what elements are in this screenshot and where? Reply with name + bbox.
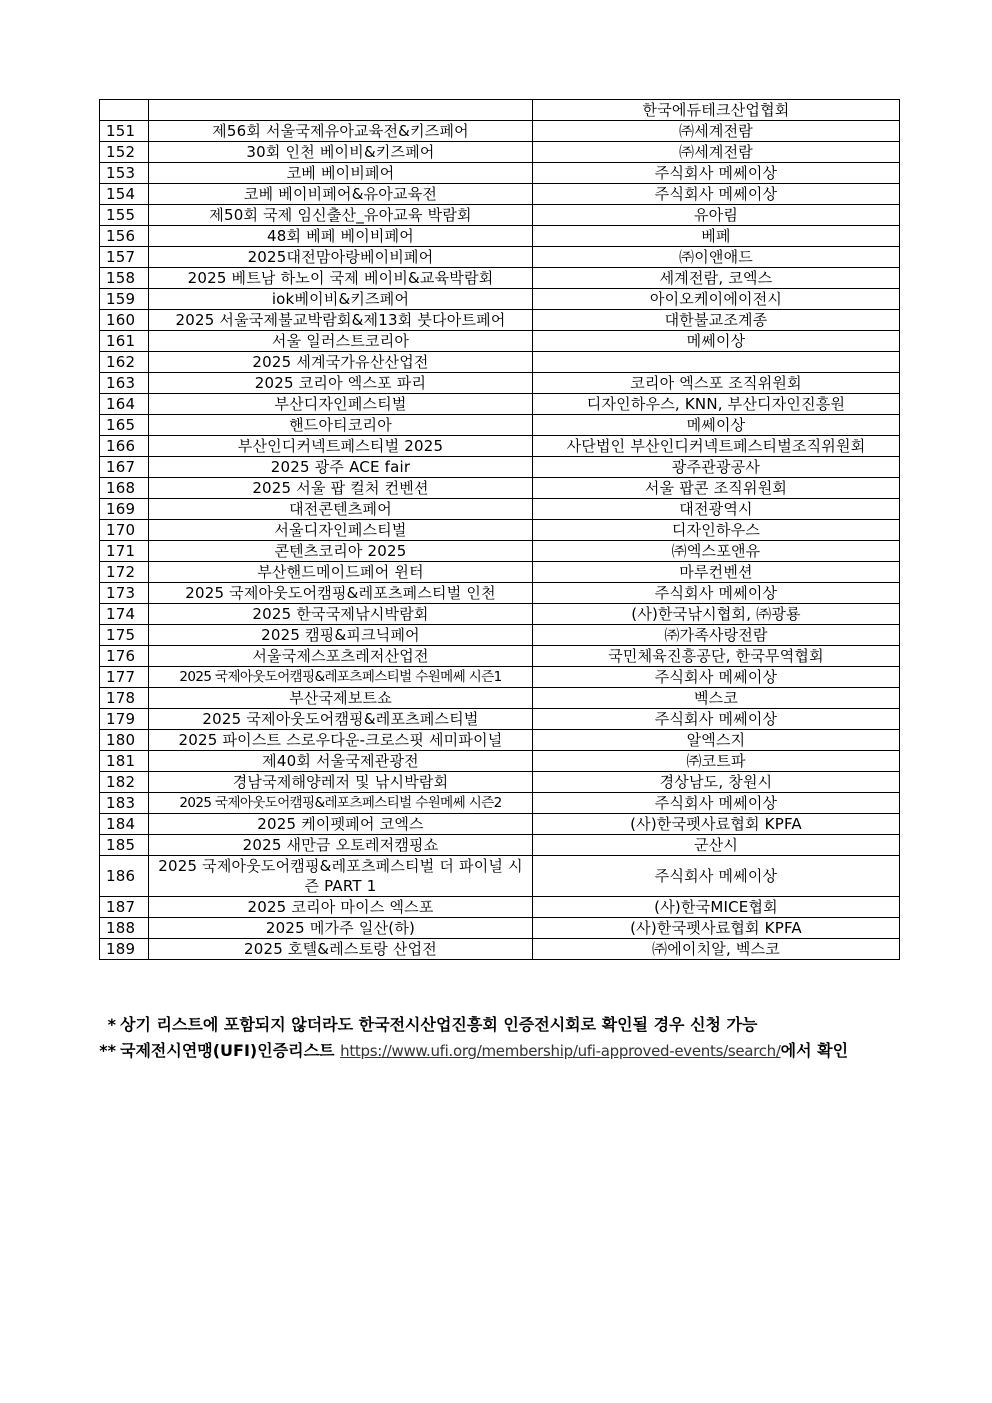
exhibition-name-cell: 2025 파이스트 스로우다운-크로스핏 세미파이널 xyxy=(149,730,533,751)
organizer-cell: 대전광역시 xyxy=(533,499,900,520)
table-row xyxy=(100,583,900,604)
organizer-cell: (사)한국펫사료협회 KPFA xyxy=(533,918,900,939)
table-row xyxy=(100,856,900,897)
row-number-cell: 189 xyxy=(100,939,149,960)
table-row xyxy=(100,918,900,939)
ufi-link[interactable]: https://www.ufi.org/membership/ufi-approved-events/search/ xyxy=(340,1042,781,1060)
organizer-cell: 서울 팝콘 조직위원회 xyxy=(533,478,900,499)
row-number-cell: 159 xyxy=(100,289,149,310)
row-number-cell: 161 xyxy=(100,331,149,352)
exhibition-name-cell: 48회 베페 베이비페어 xyxy=(149,226,533,247)
exhibition-name-cell: 2025 국제아웃도어캠핑&레포츠페스티벌 더 파이널 시즌 PART 1 xyxy=(149,856,533,897)
footnote-2-prefix: 국제전시연맹(UFI)인증리스트 xyxy=(120,1041,335,1060)
row-number-cell: 171 xyxy=(100,541,149,562)
exhibition-name-cell: 2025 메가주 일산(하) xyxy=(149,918,533,939)
organizer-cell: 메쎄이상 xyxy=(533,415,900,436)
footnotes xyxy=(90,1012,910,1064)
organizer-cell: 주식회사 메쎄이상 xyxy=(533,163,900,184)
row-number-cell: 186 xyxy=(100,856,149,897)
table-row xyxy=(100,772,900,793)
organizer-cell: 주식회사 메쎄이상 xyxy=(533,793,900,814)
organizer-cell: 경상남도, 창원시 xyxy=(533,772,900,793)
row-number-cell: 155 xyxy=(100,205,149,226)
exhibition-name-cell: 2025 한국국제낚시박람회 xyxy=(149,604,533,625)
row-number-cell: 167 xyxy=(100,457,149,478)
exhibition-name-cell: 서울국제스포츠레저산업전 xyxy=(149,646,533,667)
organizer-cell: 디자인하우스, KNN, 부산디자인진흥원 xyxy=(533,394,900,415)
exhibition-name-cell: 2025 서울국제불교박람회&제13회 붓다아트페어 xyxy=(149,310,533,331)
footnote-1-text: 상기 리스트에 포함되지 않더라도 한국전시산업진흥회 인증전시회로 확인될 경우 신청 가능 xyxy=(120,1015,758,1034)
organizer-cell: 사단법인 부산인디커넥트페스티벌조직위원회 xyxy=(533,436,900,457)
row-number-cell: 188 xyxy=(100,918,149,939)
table-row xyxy=(100,604,900,625)
row-number-cell: 168 xyxy=(100,478,149,499)
organizer-cell: 마루컨벤션 xyxy=(533,562,900,583)
exhibition-name-cell: 2025 코리아 마이스 엑스포 xyxy=(149,897,533,918)
row-number-cell: 170 xyxy=(100,520,149,541)
exhibition-name-cell: 제56회 서울국제유아교육전&키즈페어 xyxy=(149,121,533,142)
table-row xyxy=(100,268,900,289)
table-row xyxy=(100,939,900,960)
row-number-cell: 178 xyxy=(100,688,149,709)
exhibition-name-cell: 서울디자인페스티벌 xyxy=(149,520,533,541)
row-number-cell: 180 xyxy=(100,730,149,751)
row-number-cell: 163 xyxy=(100,373,149,394)
table-row xyxy=(100,646,900,667)
exhibition-name-cell: 코베 베이비페어&유아교육전 xyxy=(149,184,533,205)
row-number-cell: 187 xyxy=(100,897,149,918)
table-row xyxy=(100,730,900,751)
organizer-cell: 코리아 엑스포 조직위원회 xyxy=(533,373,900,394)
row-number-cell: 153 xyxy=(100,163,149,184)
table-row xyxy=(100,667,900,688)
table-row xyxy=(100,163,900,184)
table-row xyxy=(100,835,900,856)
organizer-cell: 주식회사 메쎄이상 xyxy=(533,709,900,730)
exhibition-name-cell: iok베이비&키즈페어 xyxy=(149,289,533,310)
exhibition-name-cell: 2025 캠핑&피크닉페어 xyxy=(149,625,533,646)
table-row xyxy=(100,897,900,918)
exhibition-name-cell xyxy=(149,100,533,121)
row-number-cell: 185 xyxy=(100,835,149,856)
organizer-cell: 한국에듀테크산업협회 xyxy=(533,100,900,121)
exhibition-name-cell: 2025 광주 ACE fair xyxy=(149,457,533,478)
table-row xyxy=(100,436,900,457)
organizer-cell: 베페 xyxy=(533,226,900,247)
exhibition-list-body xyxy=(100,100,900,960)
organizer-cell xyxy=(533,352,900,373)
table-row xyxy=(100,814,900,835)
footnote-2-mark: ** xyxy=(99,1041,116,1060)
organizer-cell: (사)한국낚시협회, ㈜광룡 xyxy=(533,604,900,625)
row-number-cell: 176 xyxy=(100,646,149,667)
footnote-1 xyxy=(90,1012,910,1038)
table-row xyxy=(100,457,900,478)
table-row xyxy=(100,625,900,646)
exhibition-name-cell: 부산국제보트쇼 xyxy=(149,688,533,709)
table-row xyxy=(100,562,900,583)
exhibition-name-cell: 2025 국제아웃도어캠핑&레포츠페스티벌 수원메쎄 시즌1 xyxy=(149,667,533,688)
exhibition-name-cell: 부산인디커넥트페스티벌 2025 xyxy=(149,436,533,457)
organizer-cell: 디자인하우스 xyxy=(533,520,900,541)
exhibition-name-cell: 콘텐츠코리아 2025 xyxy=(149,541,533,562)
table-row xyxy=(100,142,900,163)
row-number-cell: 158 xyxy=(100,268,149,289)
table-row xyxy=(100,184,900,205)
footnote-1-mark: * xyxy=(107,1015,116,1034)
row-number-cell: 183 xyxy=(100,793,149,814)
row-number-cell xyxy=(100,100,149,121)
organizer-cell: 주식회사 메쎄이상 xyxy=(533,583,900,604)
row-number-cell: 177 xyxy=(100,667,149,688)
organizer-cell: 주식회사 메쎄이상 xyxy=(533,667,900,688)
table-row xyxy=(100,100,900,121)
exhibition-name-cell: 2025 호텔&레스토랑 산업전 xyxy=(149,939,533,960)
row-number-cell: 175 xyxy=(100,625,149,646)
organizer-cell: 주식회사 메쎄이상 xyxy=(533,856,900,897)
table-row xyxy=(100,520,900,541)
organizer-cell: 아이오케이에이전시 xyxy=(533,289,900,310)
exhibition-name-cell: 2025 세계국가유산산업전 xyxy=(149,352,533,373)
table-row xyxy=(100,289,900,310)
organizer-cell: ㈜에이치알, 벡스코 xyxy=(533,939,900,960)
table-row xyxy=(100,709,900,730)
exhibition-name-cell: 코베 베이비페어 xyxy=(149,163,533,184)
organizer-cell: 알엑스지 xyxy=(533,730,900,751)
row-number-cell: 162 xyxy=(100,352,149,373)
exhibition-name-cell: 2025 베트남 하노이 국제 베이비&교육박람회 xyxy=(149,268,533,289)
organizer-cell: 광주관광공사 xyxy=(533,457,900,478)
row-number-cell: 182 xyxy=(100,772,149,793)
exhibition-name-cell: 2025 새만금 오토레저캠핑쇼 xyxy=(149,835,533,856)
organizer-cell: ㈜엑스포앤유 xyxy=(533,541,900,562)
exhibition-name-cell: 서울 일러스트코리아 xyxy=(149,331,533,352)
table-row xyxy=(100,247,900,268)
organizer-cell: ㈜가족사랑전람 xyxy=(533,625,900,646)
row-number-cell: 156 xyxy=(100,226,149,247)
organizer-cell: 국민체육진흥공단, 한국무역협회 xyxy=(533,646,900,667)
organizer-cell: 메쎄이상 xyxy=(533,331,900,352)
table-row xyxy=(100,478,900,499)
organizer-cell: ㈜이앤애드 xyxy=(533,247,900,268)
exhibition-name-cell: 2025 국제아웃도어캠핑&레포츠페스티벌 xyxy=(149,709,533,730)
exhibition-name-cell: 대전콘텐츠페어 xyxy=(149,499,533,520)
exhibition-name-cell: 경남국제해양레저 및 낚시박람회 xyxy=(149,772,533,793)
row-number-cell: 157 xyxy=(100,247,149,268)
table-row xyxy=(100,373,900,394)
organizer-cell: ㈜세계전람 xyxy=(533,142,900,163)
table-row xyxy=(100,121,900,142)
exhibition-name-cell: 부산디자인페스티벌 xyxy=(149,394,533,415)
exhibition-name-cell: 제50회 국제 임신출산_유아교육 박람회 xyxy=(149,205,533,226)
exhibition-name-cell: 2025대전맘아랑베이비페어 xyxy=(149,247,533,268)
table-row xyxy=(100,352,900,373)
exhibition-name-cell: 2025 서울 팝 컬처 컨벤션 xyxy=(149,478,533,499)
row-number-cell: 179 xyxy=(100,709,149,730)
organizer-cell: 벡스코 xyxy=(533,688,900,709)
table-row xyxy=(100,499,900,520)
organizer-cell: 유아림 xyxy=(533,205,900,226)
table-row xyxy=(100,331,900,352)
organizer-cell: 세계전람, 코엑스 xyxy=(533,268,900,289)
footnote-2-suffix: 에서 확인 xyxy=(780,1041,849,1060)
row-number-cell: 172 xyxy=(100,562,149,583)
organizer-cell: 군산시 xyxy=(533,835,900,856)
row-number-cell: 165 xyxy=(100,415,149,436)
exhibition-name-cell: 제40회 서울국제관광전 xyxy=(149,751,533,772)
exhibition-name-cell: 2025 국제아웃도어캠핑&레포츠페스티벌 수원메쎄 시즌2 xyxy=(149,793,533,814)
table-row xyxy=(100,793,900,814)
row-number-cell: 160 xyxy=(100,310,149,331)
table-row xyxy=(100,751,900,772)
row-number-cell: 184 xyxy=(100,814,149,835)
row-number-cell: 181 xyxy=(100,751,149,772)
exhibition-name-cell: 핸드아티코리아 xyxy=(149,415,533,436)
row-number-cell: 166 xyxy=(100,436,149,457)
row-number-cell: 151 xyxy=(100,121,149,142)
table-row xyxy=(100,205,900,226)
organizer-cell: ㈜코트파 xyxy=(533,751,900,772)
footnote-2 xyxy=(90,1038,910,1064)
exhibition-name-cell: 2025 코리아 엑스포 파리 xyxy=(149,373,533,394)
table-row xyxy=(100,541,900,562)
row-number-cell: 173 xyxy=(100,583,149,604)
row-number-cell: 164 xyxy=(100,394,149,415)
organizer-cell: 대한불교조계종 xyxy=(533,310,900,331)
exhibition-name-cell: 2025 케이펫페어 코엑스 xyxy=(149,814,533,835)
table-row xyxy=(100,688,900,709)
table-row xyxy=(100,394,900,415)
exhibition-name-cell: 2025 국제아웃도어캠핑&레포츠페스티벌 인천 xyxy=(149,583,533,604)
organizer-cell: ㈜세계전람 xyxy=(533,121,900,142)
exhibition-name-cell: 부산핸드메이드페어 윈터 xyxy=(149,562,533,583)
row-number-cell: 154 xyxy=(100,184,149,205)
organizer-cell: (사)한국MICE협회 xyxy=(533,897,900,918)
row-number-cell: 169 xyxy=(100,499,149,520)
row-number-cell: 174 xyxy=(100,604,149,625)
row-number-cell: 152 xyxy=(100,142,149,163)
table-row xyxy=(100,415,900,436)
exhibition-list-table xyxy=(99,99,900,960)
organizer-cell: (사)한국펫사료협회 KPFA xyxy=(533,814,900,835)
exhibition-name-cell: 30회 인천 베이비&키즈페어 xyxy=(149,142,533,163)
table-row xyxy=(100,310,900,331)
organizer-cell: 주식회사 메쎄이상 xyxy=(533,184,900,205)
table-row xyxy=(100,226,900,247)
